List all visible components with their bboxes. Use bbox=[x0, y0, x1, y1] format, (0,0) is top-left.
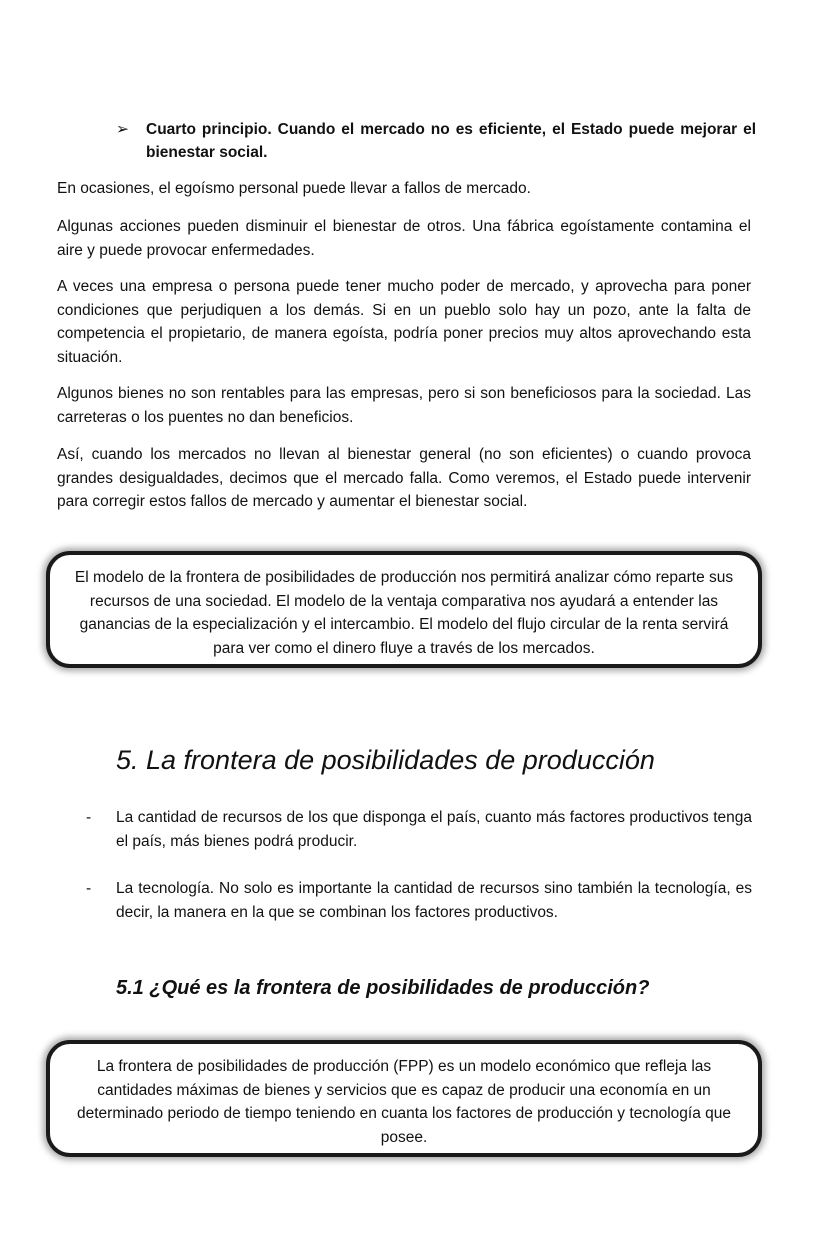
paragraph-1: En ocasiones, el egoísmo personal puede llevar a fallos de mercado. bbox=[57, 180, 531, 197]
paragraph-5: Así, cuando los mercados no llevan al bienestar general (no son eficientes) o cuando provoca grandes desigualdades, decimos que el mercado falla. Como veremos, el Estado puede intervenir para corregir estos fallos de mercado y aumentar el bienestar social. bbox=[57, 446, 751, 510]
callout-box-models bbox=[46, 551, 762, 668]
section-heading: 5. La frontera de posibilidades de producción bbox=[116, 745, 655, 775]
dash-bullet: - bbox=[86, 809, 92, 826]
paragraph-3: A veces una empresa o persona puede tener mucho poder de mercado, y aprovecha para poner condiciones que perjudiquen a los demás. Si en un pueblo solo hay un pozo, ante la falta de competencia el propietario, de manera egoísta, podría poner precios muy altos aprovechando esta situación. bbox=[57, 278, 751, 366]
principle-text: Cuarto principio. Cuando el mercado no es eficiente, el Estado puede mejorar el bienestar social. bbox=[146, 121, 756, 161]
list-item-technology bbox=[86, 877, 752, 925]
principle-item bbox=[116, 118, 756, 164]
list-item-text: La cantidad de recursos de los que disponga el país, cuanto más factores productivos tenga el país, más bienes podrá producir. bbox=[116, 809, 752, 850]
list-item-resources bbox=[86, 806, 752, 854]
callout-text-fpp: La frontera de posibilidades de producción (FPP) es un modelo económico que refleja las cantidades máximas de bienes y servicios que es capaz de producir una economía en un determinado periodo de tiempo teniendo en cuanta los factores de producción y tecnología que posee. bbox=[76, 1058, 732, 1146]
callout-box-fpp-definition bbox=[46, 1040, 762, 1157]
subsection-heading: 5.1 ¿Qué es la frontera de posibilidades de producción? bbox=[116, 977, 650, 999]
arrow-bullet-icon: ➢ bbox=[116, 121, 129, 138]
dash-bullet: - bbox=[86, 880, 92, 897]
paragraph-4: Algunos bienes no son rentables para las empresas, pero si son beneficiosos para la sociedad. Las carreteras o los puentes no dan beneficios. bbox=[57, 385, 751, 426]
callout-text-models: El modelo de la frontera de posibilidades de producción nos permitirá analizar cómo reparte sus recursos de una sociedad. El modelo de la ventaja comparativa nos ayudará a entender las ganancias de la especialización y el intercambio. El modelo del flujo circular de la renta servirá para ver como el dinero fluye a través de los mercados. bbox=[74, 569, 734, 657]
paragraph-2: Algunas acciones pueden disminuir el bienestar de otros. Una fábrica egoístamente contamina el aire y puede provocar enfermedades. bbox=[57, 218, 751, 259]
list-item-text: La tecnología. No solo es importante la cantidad de recursos sino también la tecnología, es decir, la manera en la que se combinan los factores productivos. bbox=[116, 880, 752, 921]
